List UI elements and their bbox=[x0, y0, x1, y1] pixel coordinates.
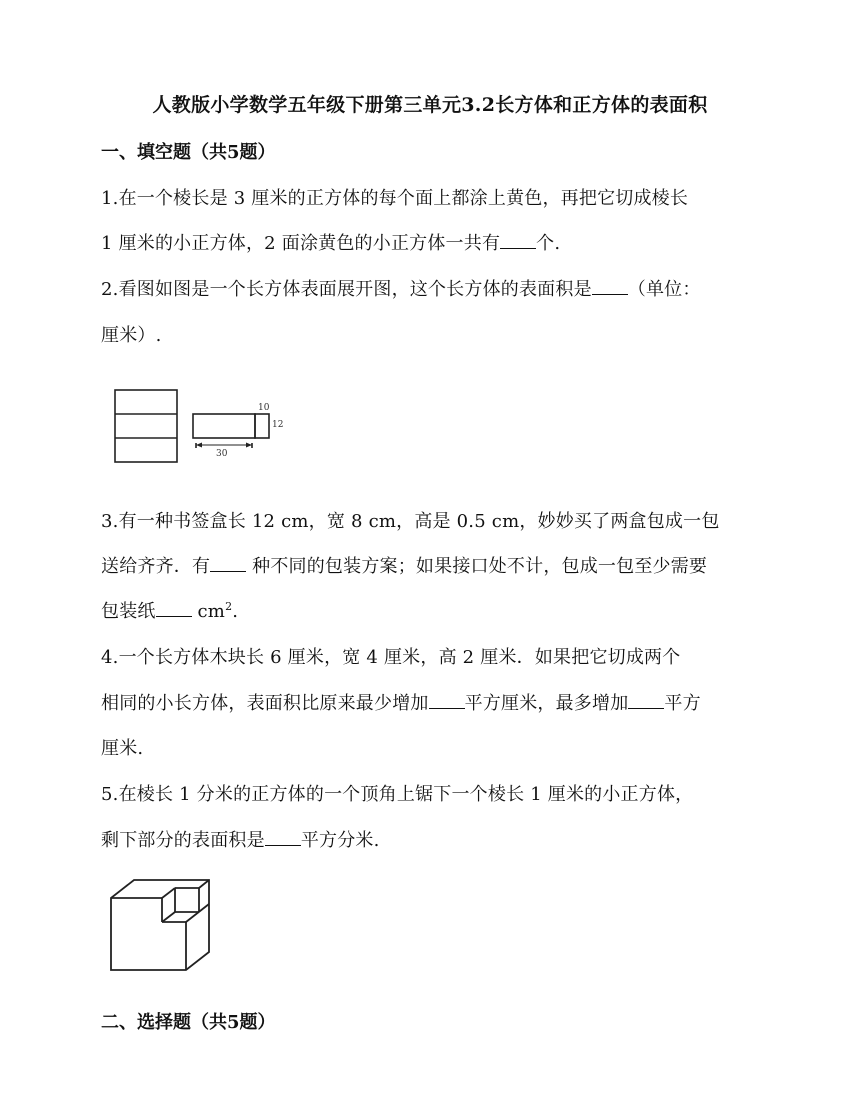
net-label-height: 12 bbox=[272, 420, 284, 430]
q3-line-3 bbox=[101, 597, 238, 623]
q4-text-c: 平方 bbox=[664, 693, 701, 714]
net-label-width: 10 bbox=[258, 403, 270, 413]
q3-line-2 bbox=[101, 552, 707, 578]
q5-text-a: 剩下部分的表面积是 bbox=[101, 830, 265, 851]
cube-outline bbox=[111, 880, 209, 970]
q3-text-b: 种不同的包装方案；如果接口处不计，包成一包至少需要 bbox=[246, 556, 708, 577]
q1-text-a: 1 厘米的小正方体，2 面涂黄色的小正方体一共有 bbox=[101, 233, 501, 254]
q4-line-2 bbox=[101, 689, 701, 715]
net-end-rect bbox=[255, 414, 269, 438]
section-heading-fill: 一、填空题（共5题） bbox=[101, 142, 276, 163]
q3-unit: cm bbox=[191, 601, 226, 622]
q1-line-1: 1.在一个棱长是 3 厘米的正方体的每个面上都涂上黄色，再把它切成棱长 bbox=[101, 188, 689, 209]
q5-answer-blank[interactable] bbox=[265, 831, 301, 846]
q3-unit-exponent: 2 bbox=[225, 600, 233, 613]
q3-answer-blank-1[interactable] bbox=[210, 557, 246, 572]
page-title: 人教版小学数学五年级下册第三单元3.2长方体和正方体的表面积 bbox=[152, 94, 708, 116]
q5-line-1: 5.在棱长 1 分米的正方体的一个顶角上锯下一个棱长 1 厘米的小正方体， bbox=[101, 784, 694, 805]
q1-text-b: 个. bbox=[536, 233, 561, 254]
cube-with-corner-cut-figure bbox=[106, 875, 216, 977]
q2-line-1 bbox=[101, 275, 701, 301]
q2-line-2: 厘米）. bbox=[101, 325, 162, 346]
net-left-rect bbox=[115, 390, 177, 462]
q2-text-a: 2.看图如图是一个长方体表面展开图，这个长方体的表面积是 bbox=[101, 279, 592, 300]
q1-line-2 bbox=[101, 229, 560, 255]
q3-text-c: 包装纸 bbox=[101, 601, 156, 622]
net-right-rect bbox=[193, 414, 255, 438]
q5-line-2 bbox=[101, 826, 380, 852]
q4-answer-blank-1[interactable] bbox=[429, 694, 465, 709]
net-label-length: 30 bbox=[216, 449, 228, 459]
q3-answer-blank-2[interactable] bbox=[156, 602, 192, 617]
box-net-figure bbox=[110, 385, 300, 467]
q3-period: . bbox=[232, 601, 239, 622]
q4-line-1: 4.一个长方体木块长 6 厘米，宽 4 厘米，高 2 厘米．如果把它切成两个 bbox=[101, 647, 681, 668]
q5-text-b: 平方分米. bbox=[300, 830, 380, 851]
q3-text-a: 送给齐齐．有 bbox=[101, 556, 211, 577]
section-heading-choice: 二、选择题（共5题） bbox=[101, 1012, 276, 1033]
q4-text-a: 相同的小长方体，表面积比原来最少增加 bbox=[101, 693, 429, 714]
q1-answer-blank[interactable] bbox=[500, 234, 536, 249]
q2-text-b: （单位： bbox=[627, 279, 701, 300]
q4-text-b: 平方厘米，最多增加 bbox=[464, 693, 629, 714]
q4-line-3: 厘米. bbox=[101, 738, 144, 759]
q4-answer-blank-2[interactable] bbox=[628, 694, 664, 709]
q2-answer-blank[interactable] bbox=[592, 280, 628, 295]
q3-line-1: 3.有一种书签盒长 12 cm，宽 8 cm，高是 0.5 cm，妙妙买了两盒包成一包 bbox=[101, 511, 720, 532]
